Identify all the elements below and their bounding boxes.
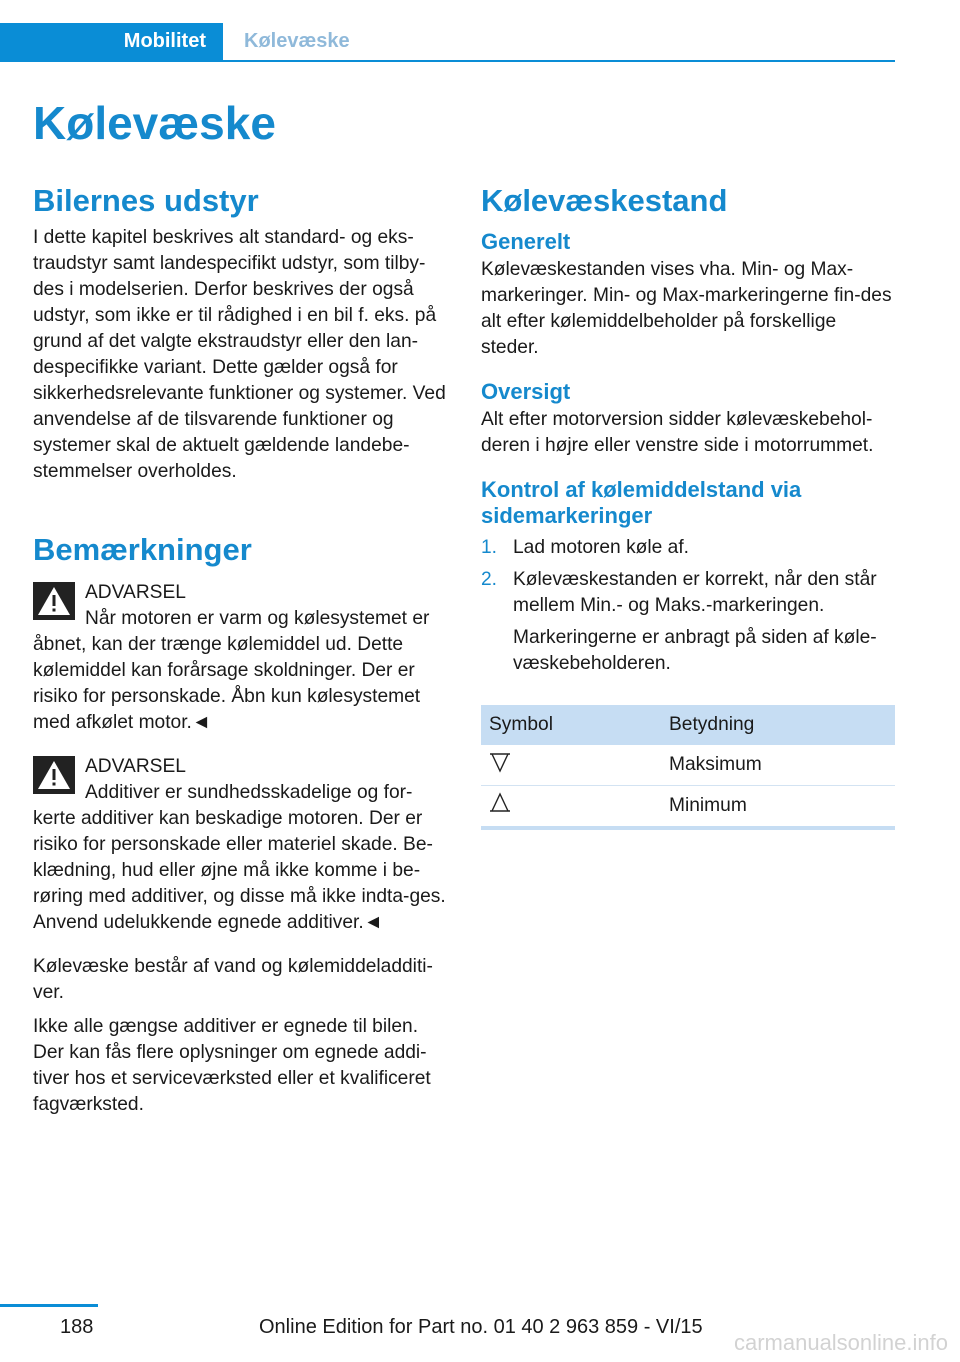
- warning-text: Når motoren er varm og kølesystemet er åbnet, kan der trænge kølemiddel ud. Dette kølemiddel kan forårsage skoldninger. Der er risiko for personskade. Åbn kun kølesystemet med afkølet motor.◄: [33, 608, 430, 734]
- heading-bemaerkninger: Bemærkninger: [33, 532, 252, 568]
- meaning-cell: Minimum: [661, 786, 895, 829]
- warning-block-2: [33, 754, 451, 936]
- warning-triangle-icon: [33, 582, 75, 620]
- warning-title: ADVARSEL: [85, 582, 186, 604]
- list-item: [481, 567, 895, 677]
- column-header-meaning: Betydning: [661, 705, 895, 745]
- step-number: 1.: [481, 537, 498, 558]
- list-item: [481, 535, 895, 561]
- table-row: [481, 745, 895, 786]
- section-tab-label: Mobilitet: [123, 30, 206, 52]
- step-text: Lad motoren køle af.: [513, 537, 689, 558]
- subheading-generelt: Generelt: [481, 229, 571, 255]
- warning-block-1: [33, 580, 451, 736]
- edition-text: Online Edition for Part no. 01 40 2 963 859 - VI/15: [259, 1316, 703, 1338]
- overview-paragraph: Alt efter motorversion sidder kølevæskebehol-deren i højre eller venstre side i motorrummet.: [481, 409, 874, 457]
- header-bar: [0, 23, 895, 63]
- symbol-table: [481, 705, 895, 830]
- meaning-cell: Maksimum: [661, 745, 895, 786]
- coolant-composition-paragraph: Kølevæske består af vand og kølemiddeladditi-ver.: [33, 956, 433, 1004]
- left-column: [33, 182, 451, 1118]
- symbol-cell: [481, 745, 661, 786]
- table-row: [481, 786, 895, 829]
- column-header-symbol: Symbol: [481, 705, 661, 745]
- subheading-kontrol: Kontrol af kølemiddelstand via sidemarkeringer: [481, 477, 802, 529]
- page-title: Kølevæske: [33, 97, 276, 149]
- step-note: Markeringerne er anbragt på siden af køle-væskebeholderen.: [513, 627, 877, 674]
- watermark-logo: carmanualsonline.info: [733, 1330, 948, 1355]
- max-mark-icon: [489, 751, 511, 773]
- warning-title: ADVARSEL: [85, 756, 186, 778]
- additives-paragraph: Ikke alle gængse additiver er egnede til bilen. Der kan fås flere oplysninger om egnede addi-tiver hos et serviceværksted eller et kvalificeret fagværksted.: [33, 1016, 431, 1116]
- general-paragraph: Kølevæskestanden vises vha. Min- og Max-markeringer. Min- og Max-markeringerne fin-des alt efter kølemiddelbeholder på forskellige steder.: [481, 259, 892, 359]
- table-header-row: [481, 705, 895, 745]
- min-mark-icon: [489, 792, 511, 814]
- section-tab[interactable]: [0, 23, 223, 60]
- subheading-oversigt: Oversigt: [481, 379, 571, 405]
- subsection-tab[interactable]: [223, 23, 350, 60]
- page-number: 188: [60, 1316, 94, 1338]
- right-column: [481, 182, 895, 830]
- subsection-tab-label: Kølevæske: [244, 30, 350, 52]
- step-text: Kølevæskestanden er korrekt, når den står mellem Min.- og Maks.-markeringen.: [513, 569, 877, 616]
- symbol-cell: [481, 786, 661, 829]
- warning-text: Additiver er sundhedsskadelige og for-kerte additiver kan beskadige motoren. Der er risiko for personskade eller materiel skade. Be-klædning, hud eller øjne må ikke komme i be-røring med additiver, og disse må ikke indta-ges. Anvend udelukkende egnede additiver.◄: [33, 782, 446, 934]
- equipment-paragraph: I dette kapitel beskrives alt standard- og eks-traudstyr samt landespecifikt udstyr, som tilby-des i modelserien. Derfor beskrives der også udstyr, som ikke er til rådighed i en bil f. eks. på grund af det valgte ekstraudstyr eller den lan-despecifikke variant. Dette gælder også for sikkerhedsrelevante funktioner og systemer. Ved anvendelse af de tilsvarende funktioner og systemer skal de aktuelt gældende landebe-stemmelser overholdes.: [33, 227, 446, 483]
- step-number: 2.: [481, 569, 498, 590]
- heading-koelevaeskestand: Kølevæskestand: [481, 183, 728, 218]
- warning-triangle-icon: [33, 756, 75, 794]
- header-rule: [0, 60, 895, 62]
- footer-rule: [0, 1304, 98, 1307]
- steps-list: [481, 535, 895, 677]
- heading-bilernes-udstyr: Bilernes udstyr: [33, 183, 259, 218]
